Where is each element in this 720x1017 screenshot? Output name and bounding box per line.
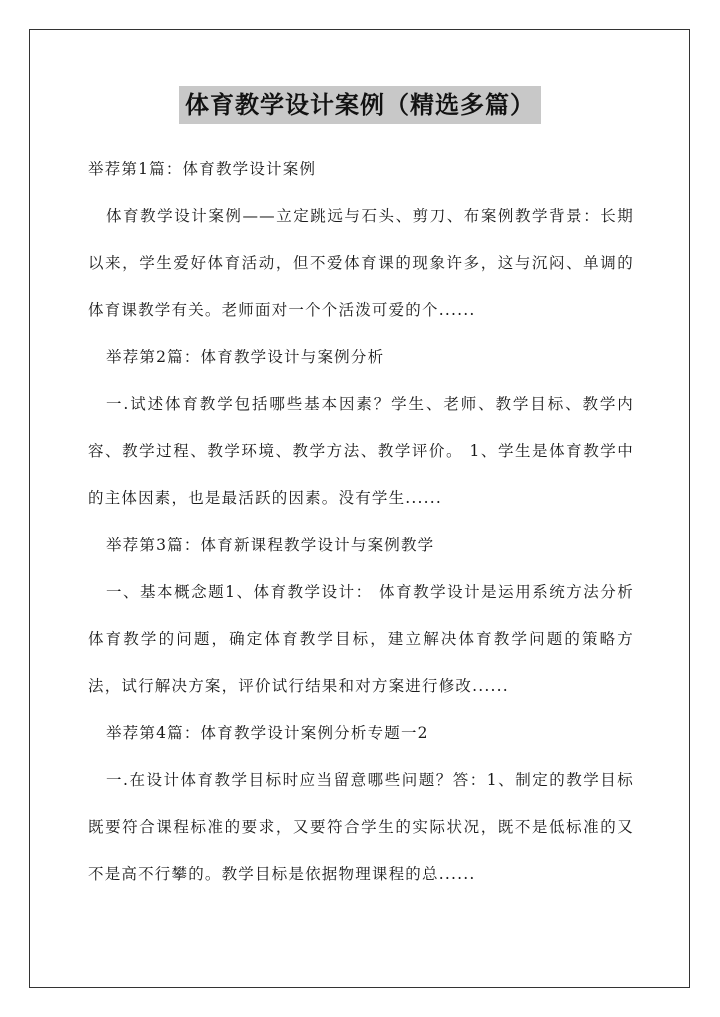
- section-body-3: 一、基本概念题1、体育教学设计： 体育教学设计是运用系统方法分析体育教学的问题，确定体育教学目标，建立解决体育教学问题的策略方法，试行解决方案，评价试行结果和对方案进行修改......: [88, 583, 634, 695]
- section-body-1: 体育教学设计案例——立定跳远与石头、剪刀、布案例教学背景：长期以来，学生爱好体育活动，但不爱体育课的现象许多，这与沉闷、单调的体育课教学有关。老师面对一个个活泼可爱的个......: [88, 207, 634, 319]
- document-body: [88, 146, 634, 898]
- section-heading-1: 举荐第1篇：体育教学设计案例: [88, 160, 317, 178]
- section-heading-2: 举荐第2篇：体育教学设计与案例分析: [106, 348, 385, 366]
- document-title: 体育教学设计案例（精选多篇）: [179, 86, 541, 124]
- section-body-2: 一.试述体育教学包括哪些基本因素？学生、老师、教学目标、教学内容、教学过程、教学环境、教学方法、教学评价。 1、学生是体育教学中的主体因素，也是最活跃的因素。没有学生......: [88, 395, 634, 507]
- section-heading-3: 举荐第3篇：体育新课程教学设计与案例教学: [106, 536, 435, 554]
- section-body-4: 一.在设计体育教学目标时应当留意哪些问题？答：1、制定的教学目标既要符合课程标准的要求，又要符合学生的实际状况，既不是低标准的又不是高不行攀的。教学目标是依据物理课程的总......: [88, 771, 634, 883]
- section-heading-4: 举荐第4篇：体育教学设计案例分析专题一2: [106, 724, 429, 742]
- title-wrapper: [0, 86, 720, 124]
